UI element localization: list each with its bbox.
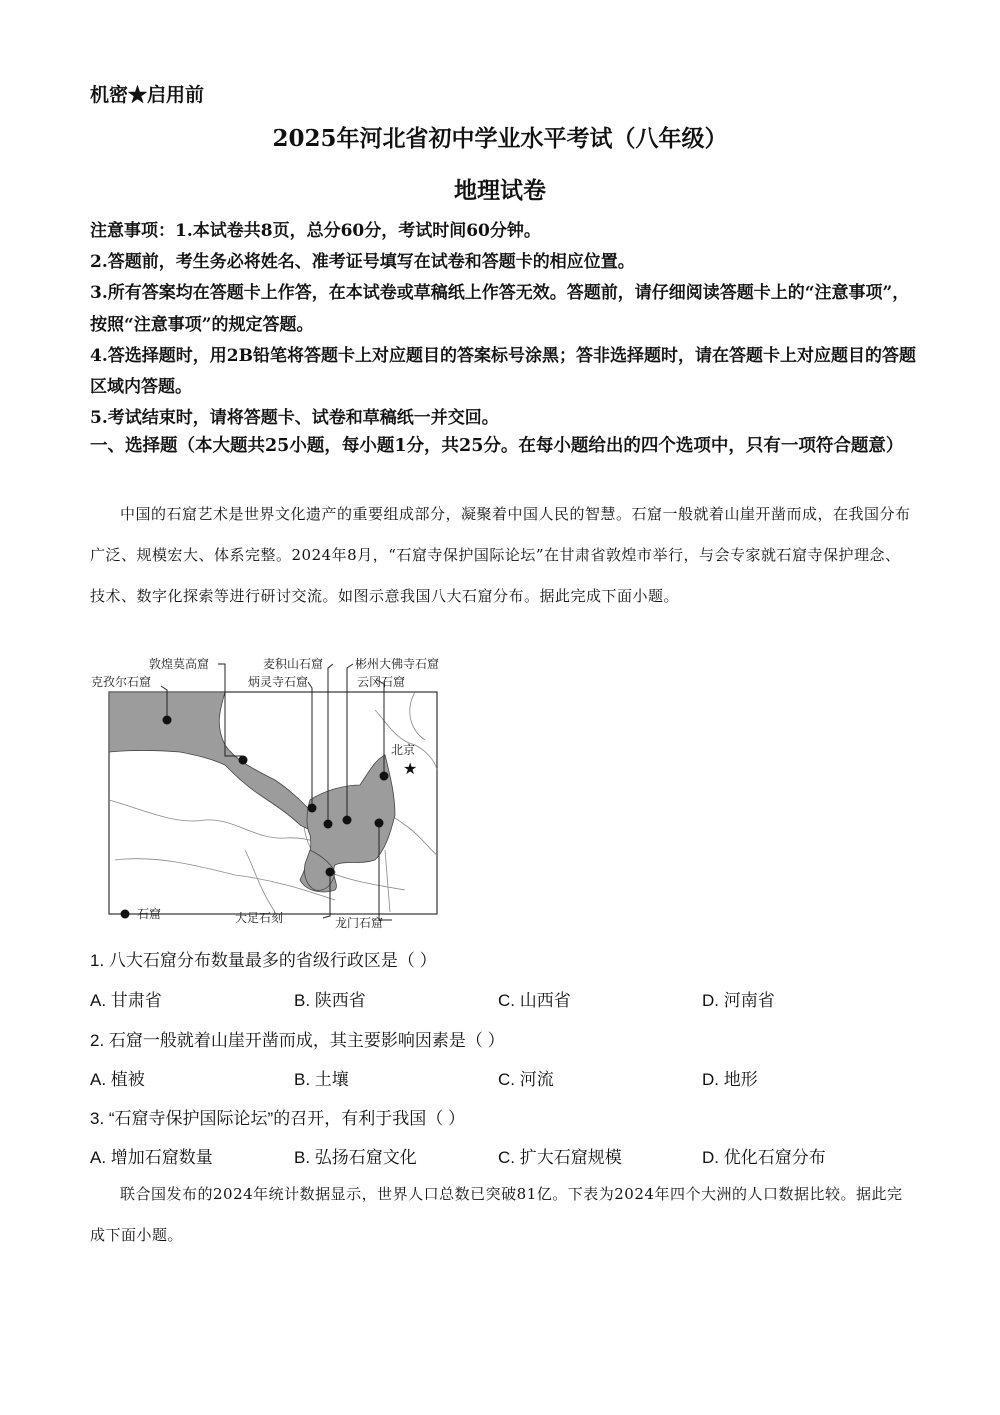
dazu-grotto-marker [326,868,335,877]
reading-passage-grottoes: 中国的石窟艺术是世界文化遗产的重要组成部分，凝聚着中国人民的智慧。石窟一般就着山崖开凿而成，在我国分布广泛、规模宏大、体系完整。2024年8月，“石窟寺保护国际论坛”在甘肃省敦煌市举行，与会专家就石窟寺保护理念、技术、数字化探索等进行研讨交流。如图示意我国八大石窟分布。据此完成下面小题。 [90,505,911,605]
beijing-label: 北京 [391,743,416,757]
instruction-item: 3.所有答案均在答题卡上作答，在本试卷或草稿纸上作答无效。答题前，请仔细阅读答题卡上的“注意事项”，按照“注意事项”的规定答题。 [90,283,910,335]
kizil-label: 克孜尔石窟 [91,675,152,689]
binzhou-grotto-marker [343,816,352,825]
instruction-item: 注意事项：1.本试卷共8页，总分60分，考试时间60分钟。 [90,221,541,241]
mogao-label: 敦煌莫高窟 [149,657,210,671]
q1-option-b[interactable]: B. 陕西省 [294,991,366,1010]
longmen-grotto-marker [375,819,384,828]
q1-option-c[interactable]: C. 山西省 [498,991,571,1010]
maiji-grotto-marker [324,820,333,829]
exam-subtitle: 地理试卷 [454,177,546,204]
section-heading: 一、选择题（本大题共25小题，每小题1分，共25分。在每小题给出的四个选项中，只有一项符合题意） [90,436,904,456]
binzhou-label: 彬州大佛寺石窟 [355,657,440,671]
legend-dot-icon [121,910,130,919]
q2-option-b[interactable]: B. 土壤 [294,1070,349,1089]
maiji-label: 麦积山石窟 [263,657,324,671]
q2-option-d[interactable]: D. 地形 [702,1070,758,1089]
yungang-grotto-marker [380,772,389,781]
longmen-label: 龙门石窟 [335,916,384,930]
legend-label: 石窟 [137,907,162,921]
binglingsi-label: 炳灵寺石窟 [248,675,309,689]
grottoes-map [85,650,455,935]
beijing-star-icon: ★ [403,759,418,778]
instruction-item: 4.答选择题时，用2B铅笔将答题卡上对应题目的答案标号涂黑；答非选择题时，请在答题卡上对应题目的答题区域内答题。 [90,345,916,398]
kizil-grotto-marker [163,716,172,725]
instruction-item: 2.答题前，考生务必将姓名、准考证号填写在试卷和答题卡的相应位置。 [90,252,635,273]
q3-option-c[interactable]: C. 扩大石窟规模 [498,1148,622,1167]
q1-option-a[interactable]: A. 甘肃省 [90,991,162,1010]
q3-option-b[interactable]: B. 弘扬石窟文化 [294,1148,417,1167]
q2-option-a[interactable]: A. 植被 [90,1070,145,1089]
binglingsi-grotto-marker [308,804,317,813]
q3-option-d[interactable]: D. 优化石窟分布 [702,1148,826,1167]
q3-option-a[interactable]: A. 增加石窟数量 [90,1148,213,1167]
reading-passage-population: 联合国发布的2024年统计数据显示，世界人口总数已突破81亿。下表为2024年四个大洲的人口数据比较。据此完成下面小题。 [90,1185,903,1244]
question-2-stem: 2. 石窟一般就着山崖开凿而成，其主要影响因素是（ ） [90,1031,505,1050]
q2-option-c[interactable]: C. 河流 [498,1070,554,1089]
instruction-item: 5.考试结束时，请将答题卡、试卷和草稿纸一并交回。 [90,408,499,429]
yungang-label: 云冈石窟 [357,675,406,689]
dazu-label: 大足石刻 [235,911,284,925]
question-1-stem: 1. 八大石窟分布数量最多的省级行政区是（ ） [90,951,437,970]
exam-title: 2025年河北省初中学业水平考试（八年级） [272,125,728,152]
confidential-mark: 机密★启用前 [90,84,205,106]
mogao-grotto-marker [239,756,248,765]
instructions [90,216,920,434]
q1-option-d[interactable]: D. 河南省 [702,991,775,1010]
question-3-stem: 3. “石窟寺保护国际论坛”的召开，有利于我国（ ） [90,1109,465,1128]
